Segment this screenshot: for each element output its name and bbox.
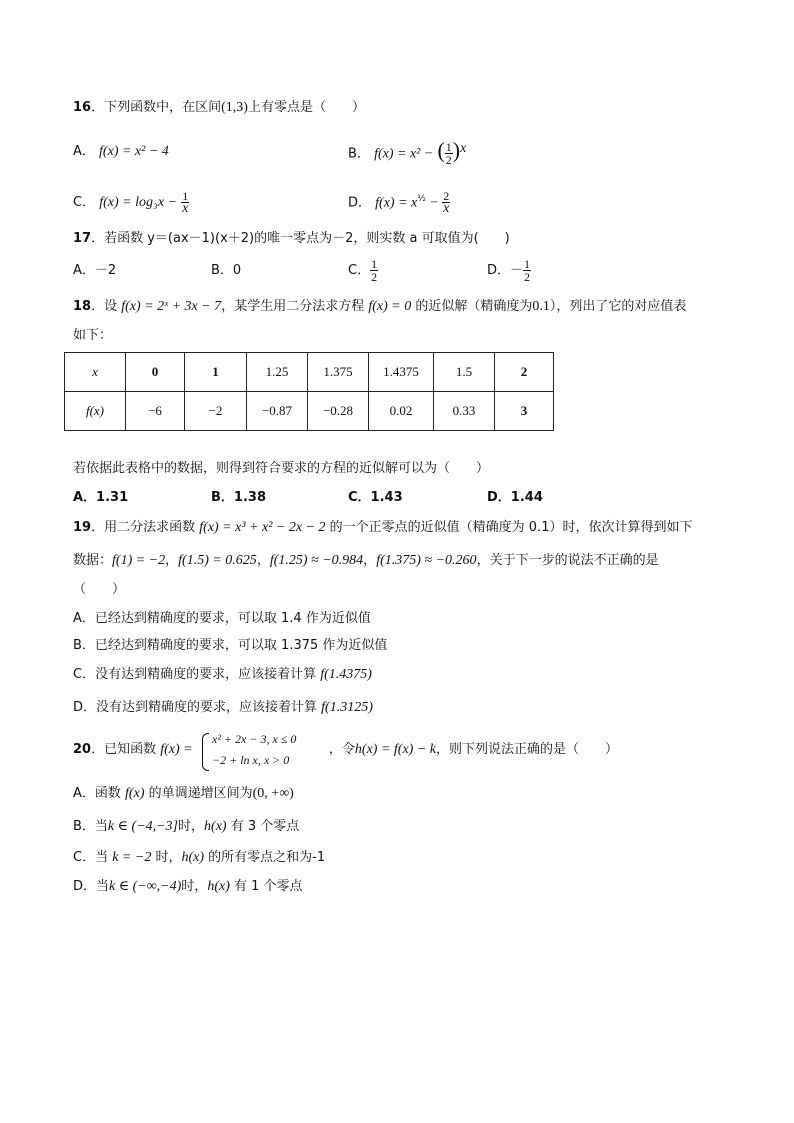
table-cell: 1.5: [434, 353, 495, 392]
table-cell: f(x): [65, 392, 126, 431]
q19-blank: （ ）: [73, 582, 126, 597]
table-cell: 0.33: [434, 392, 495, 431]
q20-stem: 20．已知函数 f(x) = ，令h(x) = f(x) − k，则下列说法正确的是（ ）: [73, 742, 619, 757]
q18-option-a: A．1.31: [73, 490, 129, 505]
q20-option-c: C．当 k = −2 时，h(x) 的所有零点之和为-1: [73, 850, 326, 865]
q16-option-a: A． f(x) = x² − 4: [73, 144, 169, 159]
piece-2: −2 + ln x, x > 0: [212, 753, 290, 767]
q17-stem: 17．若函数 y＝(ax－1)(x＋2)的唯一零点为－2，则实数 a 可取值为( ): [73, 231, 510, 246]
table-cell: 0: [126, 353, 185, 392]
q16-option-d: D． $f(x) = x^{\frac{1}{2}}$ − $\frac{2}{x}$: [348, 189, 450, 217]
q20-option-d: D．当k ∈ (−∞,−4)时，h(x) 有 1 个零点: [73, 879, 303, 894]
q16-option-c: C． f(x) = log₃x − $\frac{1}{x}$: [73, 189, 189, 216]
piecewise-brace: [202, 733, 209, 771]
q18-option-c: C．1.43: [348, 490, 403, 505]
q16-stem: 16．下列函数中，在区间(1,3)上有零点是（ ）: [73, 100, 365, 115]
q18-value-table: [64, 352, 554, 431]
table-cell: 2: [495, 353, 554, 392]
table-cell: −6: [126, 392, 185, 431]
q17-option-b: B．0: [211, 263, 242, 278]
q19-data-line: 数据：f(1) = −2，f(1.5) = 0.625，f(1.25) ≈ −0.984，f(1.375) ≈ −0.260，关于下一步的说法不正确的是: [73, 553, 659, 568]
q19-option-c: C．没有达到精确度的要求，应该接着计算 f(1.4375): [73, 667, 372, 682]
q19-option-b: B．已经达到精确度的要求，可以取 1.375 作为近似值: [73, 638, 388, 653]
q16-number: 16: [73, 100, 92, 115]
q18-stem-line2: 如下：: [73, 328, 113, 343]
q17-option-a: A．－2: [73, 263, 117, 278]
q18-option-b: B．1.38: [211, 490, 266, 505]
q18-stem: 18．设 f(x) = 2ˣ + 3x − 7，某学生用二分法求方程 f(x) = 0 的近似解（精确度为0.1），列出了它的对应值表: [73, 299, 687, 314]
q19-option-d: D．没有达到精确度的要求，应该接着计算 f(1.3125): [73, 700, 373, 715]
table-row: [65, 392, 554, 431]
piece-1: x² + 2x − 3, x ≤ 0: [212, 732, 297, 746]
table-cell: 0.02: [369, 392, 434, 431]
table-cell: 1.25: [247, 353, 308, 392]
q19-stem: 19．用二分法求函数 f(x) = x³ + x² − 2x − 2 的一个正零点的近似值（精确度为 0.1）时，依次计算得到如下: [73, 520, 693, 535]
table-cell: −0.87: [247, 392, 308, 431]
q16-option-b: B． f(x) = x² − ( $\frac{1}{2}$ )$^x$: [348, 137, 467, 168]
q18-question: 若依据此表格中的数据，则得到符合要求的方程的近似解可以为（ ）: [73, 461, 490, 476]
q18-option-d: D．1.44: [487, 490, 543, 505]
table-cell: 1: [185, 353, 247, 392]
q20-option-b: B．当k ∈ (−4,−3]时，h(x) 有 3 个零点: [73, 819, 300, 834]
q20-option-a: A．函数 f(x) 的单调递增区间为(0, +∞): [73, 786, 294, 801]
table-cell: 3: [495, 392, 554, 431]
table-cell: −0.28: [308, 392, 369, 431]
table-cell: −2: [185, 392, 247, 431]
table-cell: 1.375: [308, 353, 369, 392]
q17-option-c: C． $\frac{1}{2}$: [348, 257, 378, 284]
q17-option-d: D．－ $\frac{1}{2}$: [487, 257, 531, 284]
table-row: [65, 353, 554, 392]
table-cell: 1.4375: [369, 353, 434, 392]
q19-option-a: A．已经达到精确度的要求，可以取 1.4 作为近似值: [73, 611, 371, 626]
table-cell: x: [65, 353, 126, 392]
